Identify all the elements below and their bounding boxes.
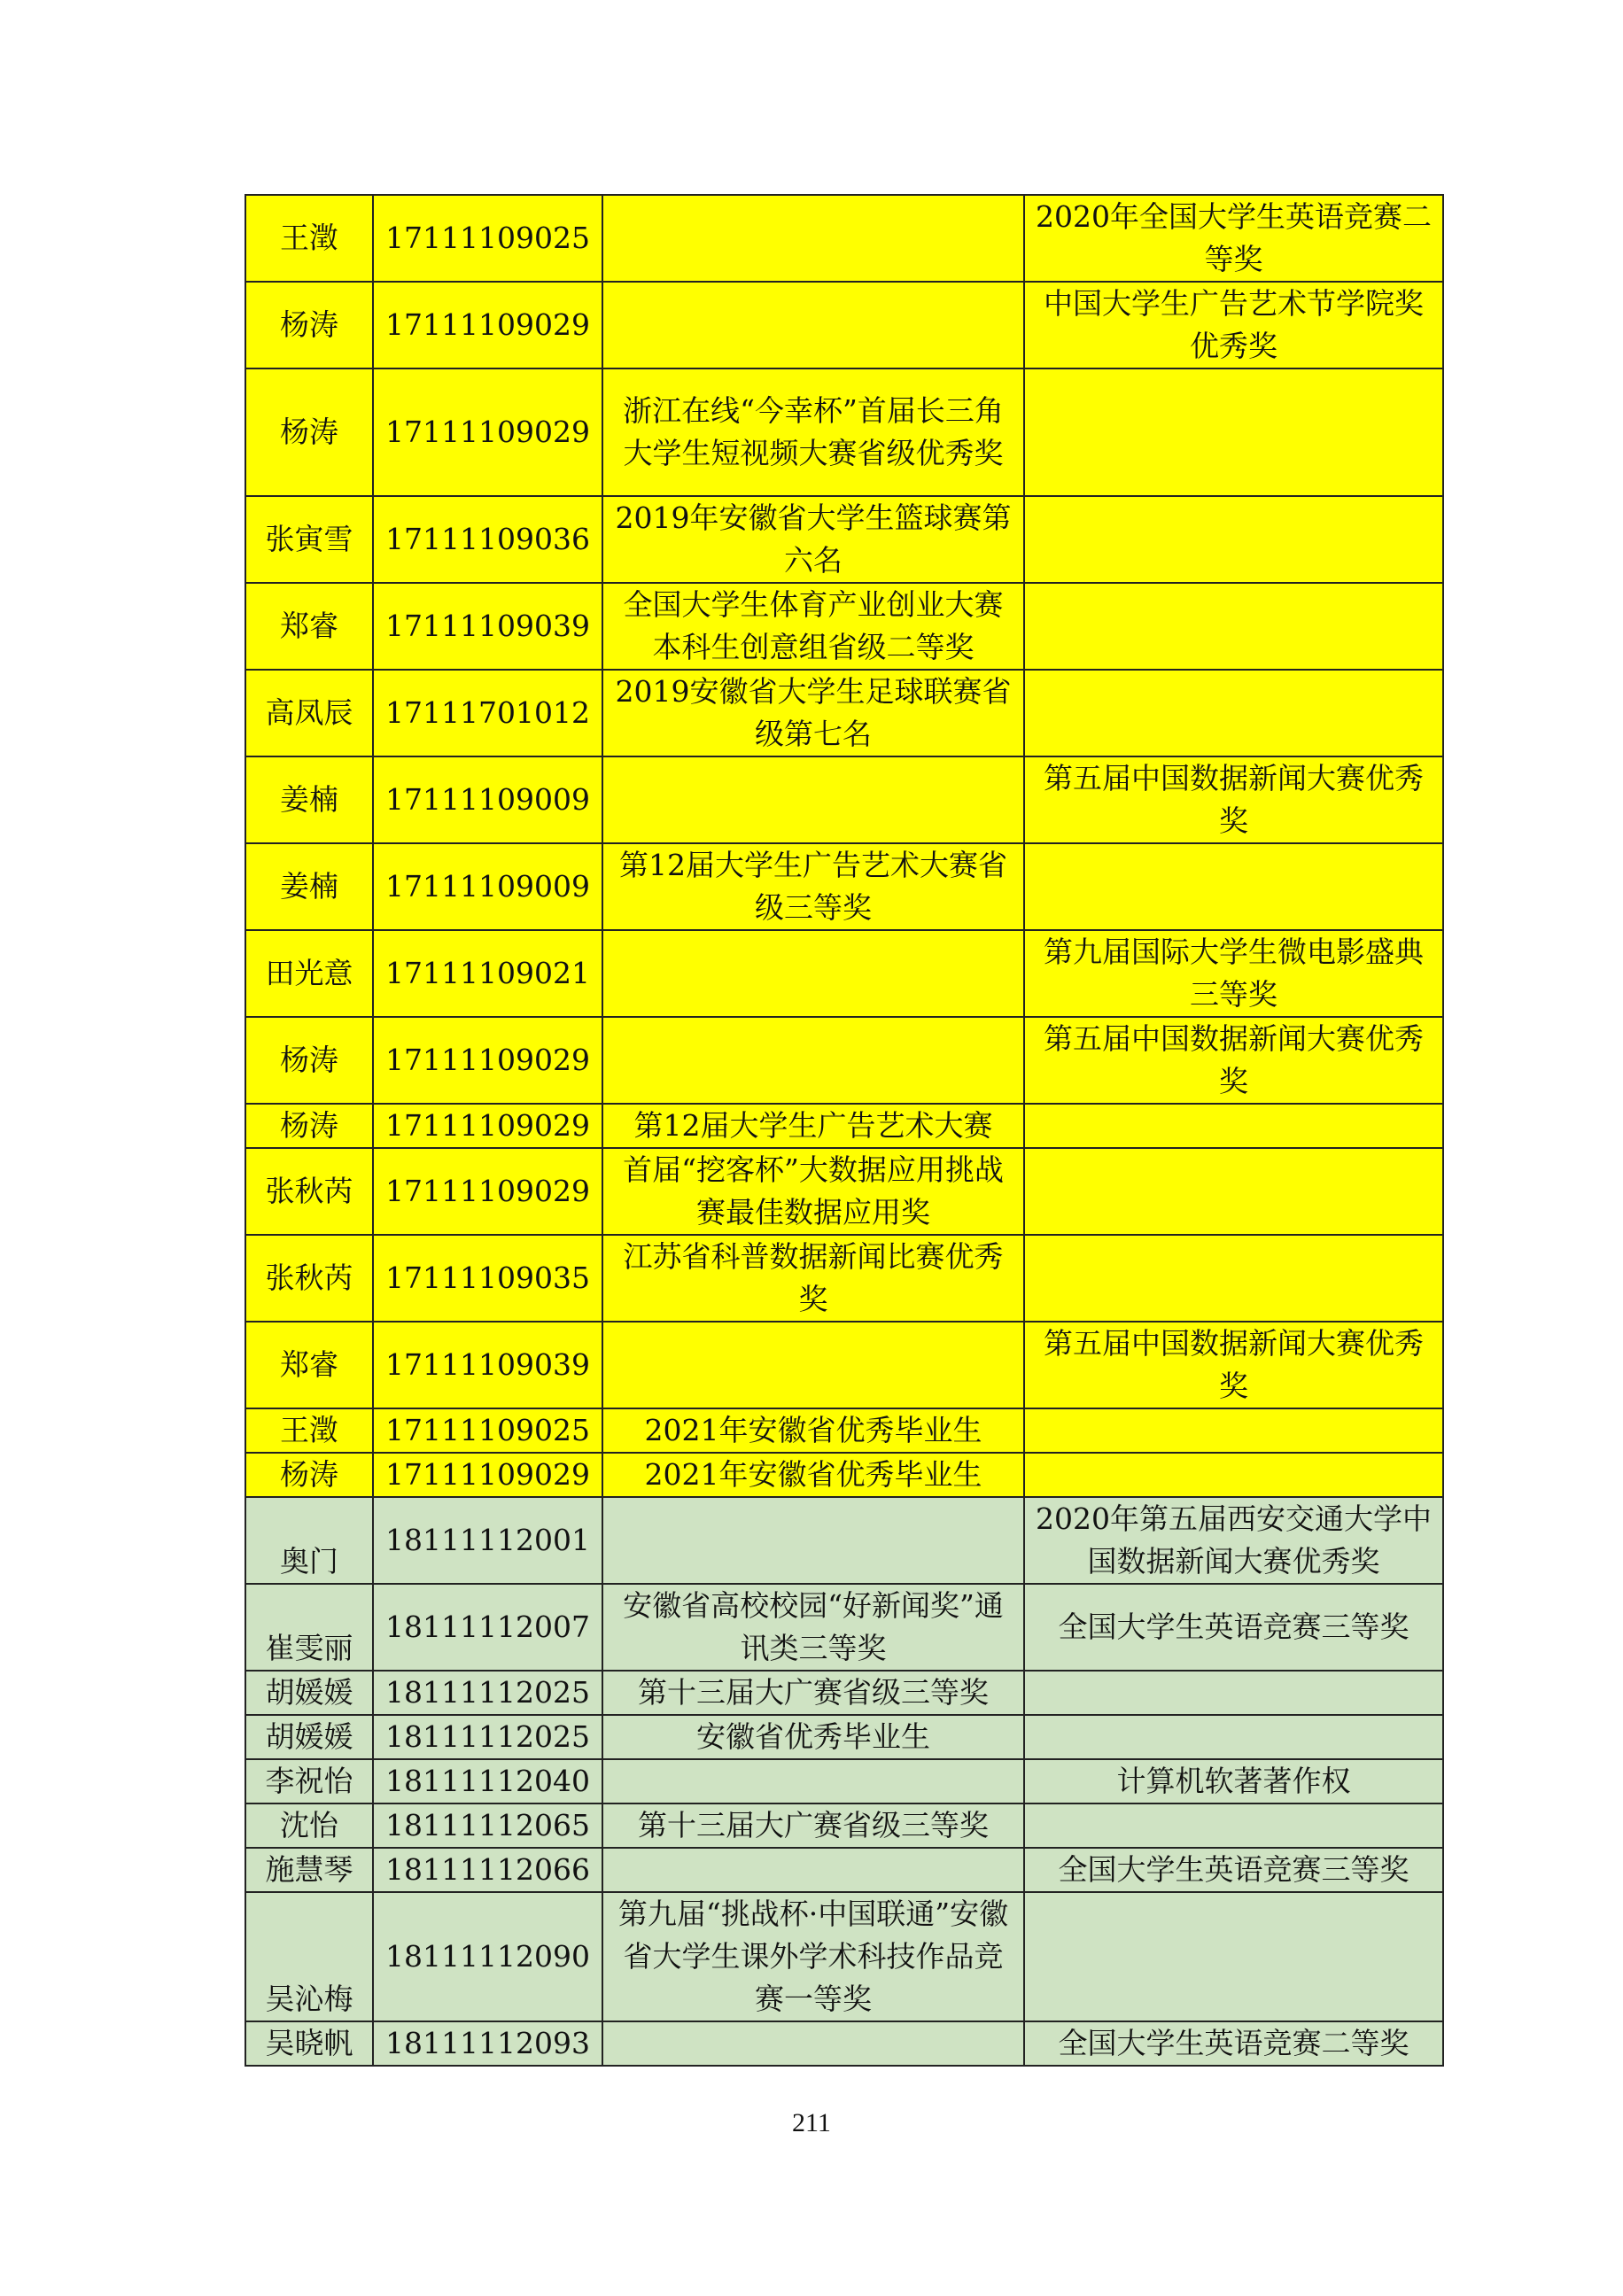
- provincial-award-cell: [602, 756, 1024, 843]
- national-award-cell: 第五届中国数据新闻大赛优秀奖: [1024, 756, 1443, 843]
- student-id-cell: 18111112040: [373, 1759, 602, 1803]
- student-id-cell: 18111112025: [373, 1715, 602, 1759]
- provincial-award-cell: 2019安徽省大学生足球联赛省级第七名: [602, 670, 1024, 756]
- table-row: [245, 1848, 1443, 1892]
- student-name-cell: 杨涛: [245, 1017, 373, 1104]
- national-award-cell: [1024, 1671, 1443, 1715]
- national-award-cell: 第九届国际大学生微电影盛典三等奖: [1024, 930, 1443, 1017]
- table-row: [245, 1892, 1443, 2021]
- provincial-award-cell: [602, 282, 1024, 368]
- student-name-cell: 胡媛媛: [245, 1715, 373, 1759]
- provincial-award-cell: 第九届“挑战杯·中国联通”安徽省大学生课外学术科技作品竞赛一等奖: [602, 1892, 1024, 2021]
- table-row: [245, 1671, 1443, 1715]
- student-name-cell: 姜楠: [245, 756, 373, 843]
- student-id-cell: 17111109029: [373, 368, 602, 496]
- student-name-cell: 胡媛媛: [245, 1671, 373, 1715]
- national-award-cell: [1024, 1408, 1443, 1453]
- national-award-cell: [1024, 1892, 1443, 2021]
- national-award-cell: 第五届中国数据新闻大赛优秀奖: [1024, 1322, 1443, 1408]
- national-award-cell: 2020年全国大学生英语竞赛二等奖: [1024, 195, 1443, 282]
- table-row: [245, 1148, 1443, 1235]
- national-award-cell: [1024, 583, 1443, 670]
- table-row: [245, 1408, 1443, 1453]
- national-award-cell: [1024, 1453, 1443, 1497]
- student-name-cell: 杨涛: [245, 368, 373, 496]
- student-name-cell: 王澂: [245, 1408, 373, 1453]
- awards-table: [245, 194, 1444, 2067]
- national-award-cell: [1024, 670, 1443, 756]
- student-name-cell: 姜楠: [245, 843, 373, 930]
- table-row: [245, 496, 1443, 583]
- table-row: [245, 1715, 1443, 1759]
- student-name-cell: 崔雯丽: [245, 1584, 373, 1671]
- provincial-award-cell: 2021年安徽省优秀毕业生: [602, 1408, 1024, 1453]
- table-row: [245, 930, 1443, 1017]
- provincial-award-cell: 2021年安徽省优秀毕业生: [602, 1453, 1024, 1497]
- student-name-cell: 郑睿: [245, 1322, 373, 1408]
- student-id-cell: 17111109009: [373, 843, 602, 930]
- student-id-cell: 17111109036: [373, 496, 602, 583]
- national-award-cell: [1024, 1104, 1443, 1148]
- provincial-award-cell: 首届“挖客杯”大数据应用挑战赛最佳数据应用奖: [602, 1148, 1024, 1235]
- student-id-cell: 18111112066: [373, 1848, 602, 1892]
- student-id-cell: 17111109029: [373, 1017, 602, 1104]
- student-name-cell: 施慧琴: [245, 1848, 373, 1892]
- student-id-cell: 17111109025: [373, 195, 602, 282]
- student-name-cell: 沈怡: [245, 1803, 373, 1848]
- student-name-cell: 高凤辰: [245, 670, 373, 756]
- student-name-cell: 奥门: [245, 1497, 373, 1584]
- national-award-cell: [1024, 1715, 1443, 1759]
- student-id-cell: 18111112001: [373, 1497, 602, 1584]
- student-id-cell: 17111109039: [373, 1322, 602, 1408]
- national-award-cell: 全国大学生英语竞赛三等奖: [1024, 1584, 1443, 1671]
- provincial-award-cell: 第十三届大广赛省级三等奖: [602, 1803, 1024, 1848]
- awards-table-body: [245, 195, 1443, 2066]
- page-number: 211: [792, 2108, 831, 2137]
- provincial-award-cell: [602, 1322, 1024, 1408]
- table-row: [245, 1803, 1443, 1848]
- provincial-award-cell: 全国大学生体育产业创业大赛本科生创意组省级二等奖: [602, 583, 1024, 670]
- student-id-cell: 18111112025: [373, 1671, 602, 1715]
- provincial-award-cell: [602, 1017, 1024, 1104]
- student-id-cell: 17111109029: [373, 282, 602, 368]
- student-name-cell: 吴沁梅: [245, 1892, 373, 2021]
- table-row: [245, 1322, 1443, 1408]
- table-row: [245, 282, 1443, 368]
- national-award-cell: 第五届中国数据新闻大赛优秀奖: [1024, 1017, 1443, 1104]
- student-id-cell: 18111112007: [373, 1584, 602, 1671]
- student-id-cell: 17111109029: [373, 1453, 602, 1497]
- student-id-cell: 17111109021: [373, 930, 602, 1017]
- table-row: [245, 1584, 1443, 1671]
- student-id-cell: 18111112065: [373, 1803, 602, 1848]
- provincial-award-cell: 2019年安徽省大学生篮球赛第六名: [602, 496, 1024, 583]
- student-id-cell: 17111109039: [373, 583, 602, 670]
- student-id-cell: 17111109029: [373, 1104, 602, 1148]
- table-row: [245, 843, 1443, 930]
- student-name-cell: 张寅雪: [245, 496, 373, 583]
- national-award-cell: [1024, 1803, 1443, 1848]
- national-award-cell: 全国大学生英语竞赛三等奖: [1024, 1848, 1443, 1892]
- provincial-award-cell: [602, 2021, 1024, 2066]
- student-name-cell: 杨涛: [245, 1453, 373, 1497]
- table-row: [245, 1453, 1443, 1497]
- provincial-award-cell: 江苏省科普数据新闻比赛优秀奖: [602, 1235, 1024, 1322]
- student-id-cell: 18111112090: [373, 1892, 602, 2021]
- student-name-cell: 杨涛: [245, 1104, 373, 1148]
- student-name-cell: 李祝怡: [245, 1759, 373, 1803]
- national-award-cell: 全国大学生英语竞赛二等奖: [1024, 2021, 1443, 2066]
- table-row: [245, 756, 1443, 843]
- table-row: [245, 368, 1443, 496]
- student-name-cell: 郑睿: [245, 583, 373, 670]
- student-name-cell: 杨涛: [245, 282, 373, 368]
- national-award-cell: 2020年第五届西安交通大学中国数据新闻大赛优秀奖: [1024, 1497, 1443, 1584]
- provincial-award-cell: 第十三届大广赛省级三等奖: [602, 1671, 1024, 1715]
- provincial-award-cell: 第12届大学生广告艺术大赛: [602, 1104, 1024, 1148]
- table-row: [245, 2021, 1443, 2066]
- student-id-cell: 17111109025: [373, 1408, 602, 1453]
- table-row: [245, 1497, 1443, 1584]
- provincial-award-cell: [602, 1759, 1024, 1803]
- provincial-award-cell: 浙江在线“今幸杯”首届长三角大学生短视频大赛省级优秀奖: [602, 368, 1024, 496]
- student-id-cell: 17111109029: [373, 1148, 602, 1235]
- provincial-award-cell: [602, 930, 1024, 1017]
- table-row: [245, 583, 1443, 670]
- student-name-cell: 张秋芮: [245, 1235, 373, 1322]
- table-row: [245, 1104, 1443, 1148]
- table-row: [245, 195, 1443, 282]
- provincial-award-cell: 安徽省高校校园“好新闻奖”通讯类三等奖: [602, 1584, 1024, 1671]
- table-row: [245, 670, 1443, 756]
- student-id-cell: 17111109035: [373, 1235, 602, 1322]
- table-row: [245, 1235, 1443, 1322]
- student-id-cell: 18111112093: [373, 2021, 602, 2066]
- national-award-cell: [1024, 368, 1443, 496]
- student-name-cell: 田光意: [245, 930, 373, 1017]
- table-row: [245, 1759, 1443, 1803]
- student-id-cell: 17111109009: [373, 756, 602, 843]
- national-award-cell: [1024, 496, 1443, 583]
- national-award-cell: [1024, 1235, 1443, 1322]
- student-name-cell: 吴晓帆: [245, 2021, 373, 2066]
- national-award-cell: [1024, 1148, 1443, 1235]
- provincial-award-cell: [602, 195, 1024, 282]
- national-award-cell: 计算机软著著作权: [1024, 1759, 1443, 1803]
- provincial-award-cell: 安徽省优秀毕业生: [602, 1715, 1024, 1759]
- student-name-cell: 张秋芮: [245, 1148, 373, 1235]
- national-award-cell: [1024, 843, 1443, 930]
- table-row: [245, 1017, 1443, 1104]
- student-name-cell: 王澂: [245, 195, 373, 282]
- provincial-award-cell: [602, 1848, 1024, 1892]
- provincial-award-cell: 第12届大学生广告艺术大赛省级三等奖: [602, 843, 1024, 930]
- national-award-cell: 中国大学生广告艺术节学院奖优秀奖: [1024, 282, 1443, 368]
- student-id-cell: 17111701012: [373, 670, 602, 756]
- provincial-award-cell: [602, 1497, 1024, 1584]
